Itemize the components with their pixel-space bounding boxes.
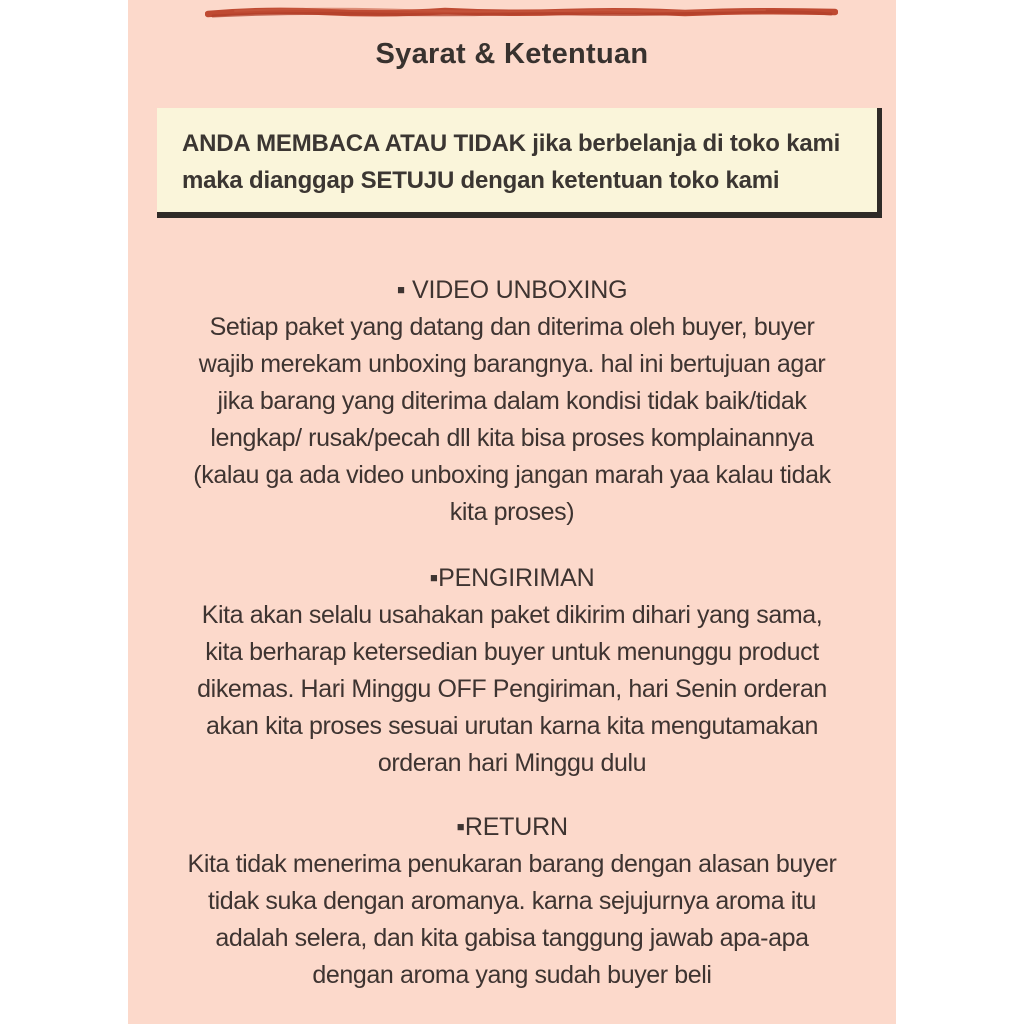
- section-pengiriman: [128, 560, 896, 782]
- section-text-line: wajib merekam unboxing barangnya. hal ini bertujuan agar: [198, 350, 826, 378]
- notice-box: [157, 108, 882, 218]
- section-text-line: tidak suka dengan aromanya. karna sejujurnya aroma itu: [208, 887, 816, 915]
- section-text-line: lengkap/ rusak/pecah dll kita bisa proses komplainannya: [210, 424, 814, 452]
- section-heading: ▪RETURN: [456, 813, 568, 841]
- section-text-line: adalah selera, dan kita gabisa tanggung jawab apa-apa: [215, 924, 809, 952]
- section-text-line: kita proses): [449, 498, 575, 526]
- section-return: [128, 809, 896, 994]
- section-heading: ▪ VIDEO UNBOXING: [396, 276, 628, 304]
- pink-panel: [128, 0, 896, 1024]
- section-text-line: orderan hari Minggu dulu: [377, 749, 647, 777]
- section-text-line: Setiap paket yang datang dan diterima oleh buyer, buyer: [209, 313, 815, 341]
- hand-drawn-line-decoration: [205, 4, 838, 22]
- section-text-line: Kita akan selalu usahakan paket dikirim dihari yang sama,: [201, 601, 823, 629]
- section-text-line: kita berharap ketersedian buyer untuk menunggu product: [205, 638, 819, 666]
- section-text-line: jika barang yang diterima dalam kondisi tidak baik/tidak: [217, 387, 807, 415]
- section-text-line: (kalau ga ada video unboxing jangan marah yaa kalau tidak: [193, 461, 831, 489]
- red-marker-line-icon: [205, 4, 838, 22]
- notice-line: maka dianggap SETUJU dengan ketentuan toko kami: [182, 167, 780, 194]
- page-title: Syarat & Ketentuan: [375, 38, 649, 70]
- section-heading: ▪PENGIRIMAN: [429, 564, 595, 592]
- section-text-line: Kita tidak menerima penukaran barang dengan alasan buyer: [187, 850, 837, 878]
- section-text-line: dikemas. Hari Minggu OFF Pengiriman, hari Senin orderan: [197, 675, 827, 703]
- section-video-unboxing: [128, 272, 896, 531]
- section-text-line: akan kita proses sesuai urutan karna kita mengutamakan: [205, 712, 819, 740]
- notice-line: ANDA MEMBACA ATAU TIDAK jika berbelanja di toko kami: [182, 130, 841, 157]
- section-text-line: dengan aroma yang sudah buyer beli: [312, 961, 712, 989]
